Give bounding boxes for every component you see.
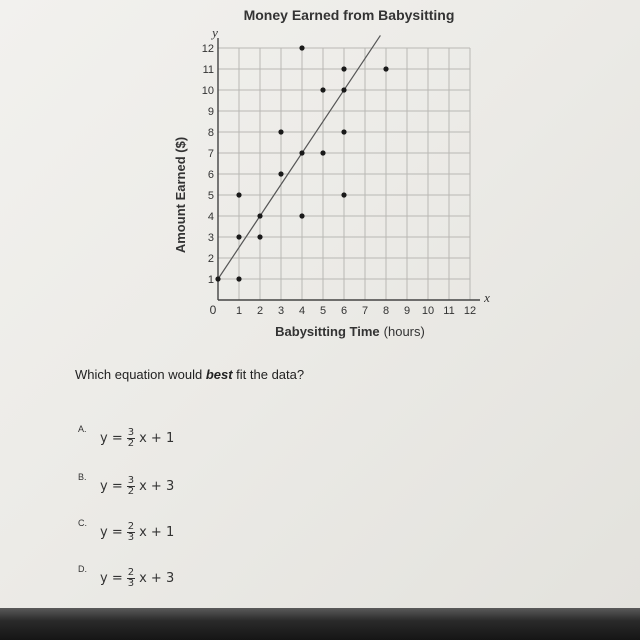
chart-grid bbox=[218, 48, 470, 300]
y-tick-label: 6 bbox=[207, 169, 214, 181]
y-tick-label: 2 bbox=[207, 253, 214, 265]
equation-rhs: x + 3 bbox=[139, 571, 175, 586]
chart-axes bbox=[218, 38, 480, 300]
data-point bbox=[236, 276, 241, 281]
fraction-denominator: 2 bbox=[127, 438, 135, 449]
data-point bbox=[278, 129, 283, 134]
data-point bbox=[341, 192, 346, 197]
equation-fraction bbox=[127, 428, 135, 449]
y-tick-label: 7 bbox=[207, 148, 214, 160]
data-point bbox=[299, 213, 304, 218]
answer-choice[interactable] bbox=[0, 424, 640, 464]
fraction-denominator: 3 bbox=[127, 532, 135, 543]
equation-lhs: y = bbox=[100, 431, 123, 446]
x-axis-label-unit: (hours) bbox=[383, 324, 425, 339]
equation-fraction bbox=[127, 568, 135, 589]
data-point bbox=[257, 213, 262, 218]
fraction-numerator: 3 bbox=[127, 427, 135, 438]
data-point bbox=[383, 66, 388, 71]
origin-label: 0 bbox=[209, 303, 217, 317]
equation-rhs: x + 3 bbox=[139, 479, 175, 494]
x-tick-label: 5 bbox=[319, 305, 327, 317]
x-axis-label-main: Babysitting Time bbox=[275, 324, 380, 339]
data-point bbox=[320, 150, 325, 155]
x-axis-letter: x bbox=[484, 290, 490, 305]
answer-choice[interactable] bbox=[0, 518, 640, 558]
choice-letter: C. bbox=[78, 518, 87, 528]
y-axis-letter: y bbox=[212, 25, 218, 40]
data-point bbox=[299, 45, 304, 50]
choice-equation bbox=[100, 428, 174, 449]
answer-choice[interactable] bbox=[0, 564, 640, 604]
data-point bbox=[236, 234, 241, 239]
question-suffix: fit the data? bbox=[232, 367, 305, 382]
choice-equation bbox=[100, 522, 174, 543]
x-tick-label: 7 bbox=[361, 305, 369, 317]
question-emphasis: best bbox=[205, 367, 233, 382]
equation-fraction bbox=[127, 522, 135, 543]
y-tick-label: 10 bbox=[201, 85, 214, 97]
choice-equation bbox=[100, 568, 174, 589]
choice-letter: A. bbox=[78, 424, 87, 434]
equation-lhs: y = bbox=[100, 571, 123, 586]
data-point bbox=[341, 66, 346, 71]
equation-lhs: y = bbox=[100, 525, 123, 540]
x-tick-label: 12 bbox=[463, 305, 477, 317]
equation-fraction bbox=[127, 476, 135, 497]
data-point bbox=[341, 129, 346, 134]
x-axis-label bbox=[275, 324, 425, 339]
y-tick-label: 3 bbox=[207, 232, 214, 244]
choice-letter: B. bbox=[78, 472, 87, 482]
y-tick-label: 8 bbox=[207, 127, 214, 139]
x-tick-label: 11 bbox=[443, 305, 455, 317]
y-tick-label: 1 bbox=[207, 274, 214, 286]
data-point bbox=[215, 276, 220, 281]
y-tick-label: 4 bbox=[207, 211, 214, 223]
chart-title: Money Earned from Babysitting bbox=[243, 7, 455, 23]
monitor-bezel bbox=[0, 608, 640, 640]
choice-equation bbox=[100, 476, 174, 497]
choice-letter: D. bbox=[78, 564, 87, 574]
x-tick-label: 9 bbox=[403, 305, 411, 317]
fraction-numerator: 3 bbox=[127, 475, 135, 486]
y-tick-label: 12 bbox=[201, 43, 214, 55]
answer-choice[interactable] bbox=[0, 472, 640, 512]
x-tick-label: 1 bbox=[235, 305, 243, 317]
equation-rhs: x + 1 bbox=[139, 525, 175, 540]
data-point bbox=[236, 192, 241, 197]
data-point bbox=[299, 150, 304, 155]
trend-line bbox=[218, 35, 380, 279]
x-tick-label: 10 bbox=[421, 305, 435, 317]
fraction-denominator: 2 bbox=[127, 486, 135, 497]
fraction-numerator: 2 bbox=[127, 521, 135, 532]
y-tick-label: 5 bbox=[207, 190, 214, 202]
data-point bbox=[278, 171, 283, 176]
equation-lhs: y = bbox=[100, 479, 123, 494]
question-text bbox=[75, 367, 304, 382]
data-point bbox=[341, 87, 346, 92]
equation-rhs: x + 1 bbox=[139, 431, 175, 446]
fraction-denominator: 3 bbox=[127, 578, 135, 589]
x-tick-label: 2 bbox=[256, 305, 264, 317]
tick-labels bbox=[202, 43, 476, 317]
x-tick-label: 8 bbox=[382, 305, 390, 317]
x-tick-label: 3 bbox=[277, 305, 285, 317]
y-axis-label: Amount Earned ($) bbox=[173, 136, 188, 254]
question-prefix: Which equation would bbox=[75, 367, 206, 382]
y-tick-label: 9 bbox=[207, 106, 214, 118]
trend-line-segment bbox=[218, 35, 380, 279]
y-tick-label: 11 bbox=[202, 64, 214, 76]
data-point bbox=[257, 234, 262, 239]
data-point bbox=[320, 87, 325, 92]
x-tick-label: 4 bbox=[298, 305, 306, 317]
x-tick-label: 6 bbox=[340, 305, 348, 317]
fraction-numerator: 2 bbox=[127, 567, 135, 578]
